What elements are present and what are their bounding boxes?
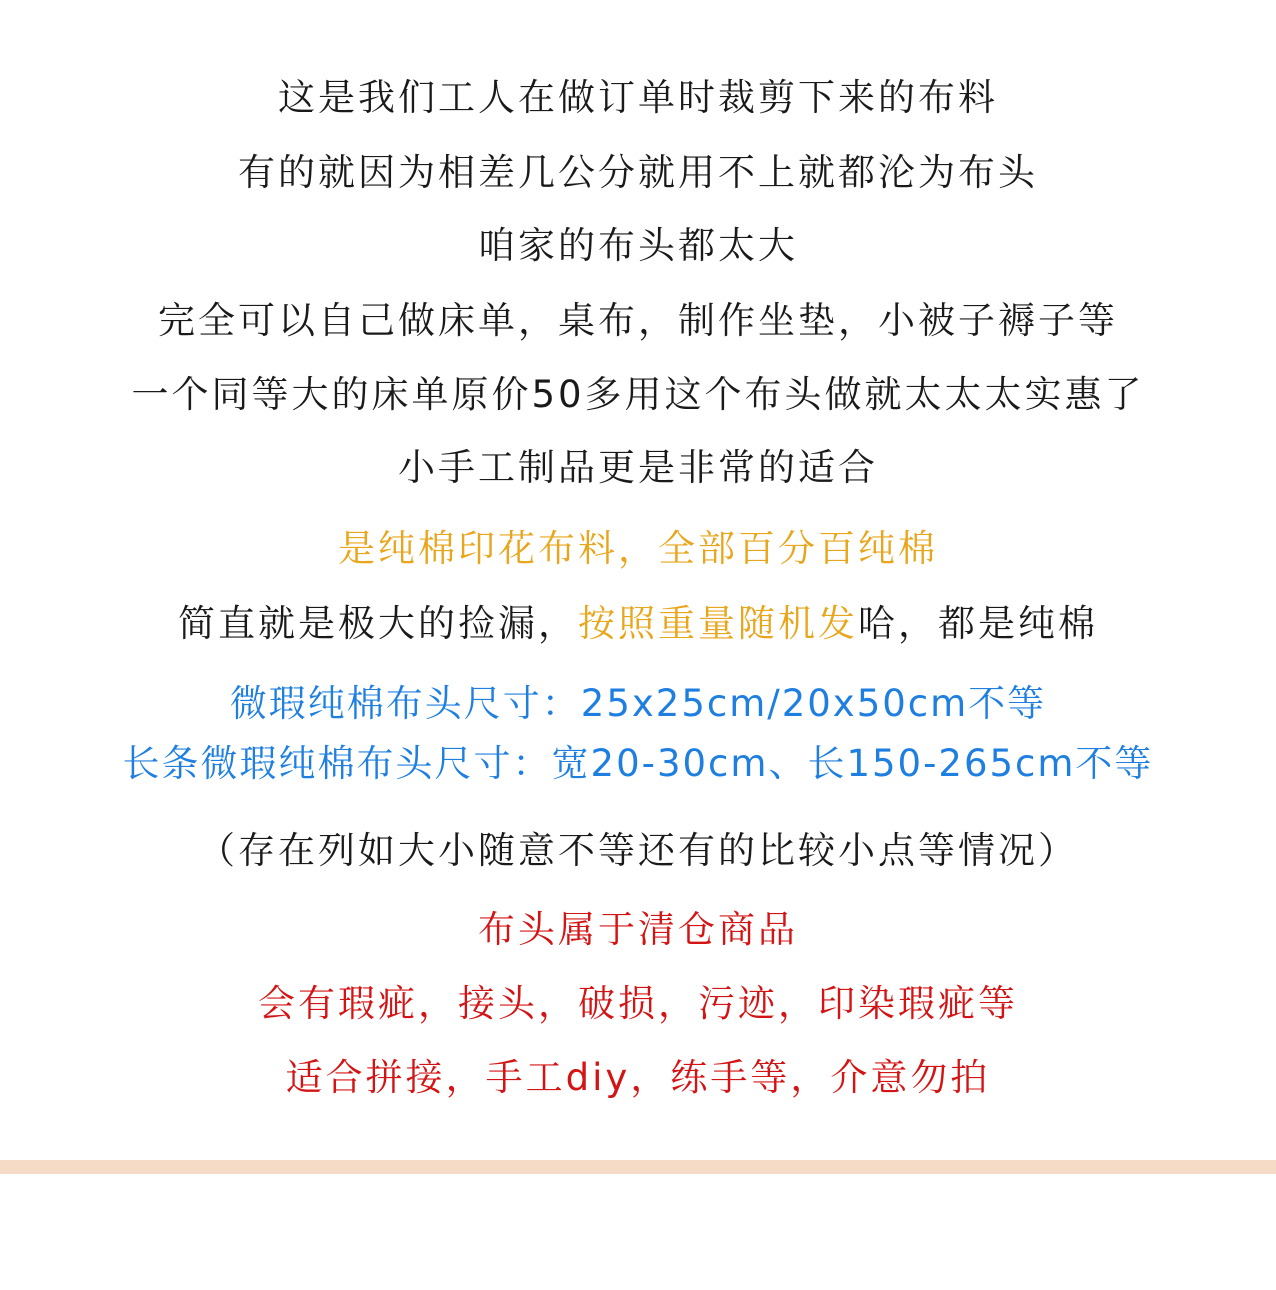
remark-line: （存在列如大小随意不等还有的比较小点等情况） [198, 829, 1078, 872]
intro-line-5: 一个同等大的床单原价50多用这个布头做就太太太实惠了 [131, 373, 1145, 416]
section-divider [0, 1160, 1276, 1174]
size-small: 微瑕纯棉布头尺寸：25x25cm/20x50cm不等 [229, 682, 1047, 725]
material-headline: 是纯棉印花布料，全部百分百纯棉 [338, 527, 938, 570]
intro-line-6: 小手工制品更是非常的适合 [398, 446, 878, 489]
intro-line-1: 这是我们工人在做订单时裁剪下来的布料 [278, 76, 998, 119]
intro-line-3: 咱家的布头都太大 [478, 224, 798, 267]
warning-line-2: 会有瑕疵，接头，破损，污迹，印染瑕疵等 [258, 982, 1018, 1025]
material-note-highlight: 按照重量随机发 [578, 602, 858, 645]
size-long: 长条微瑕纯棉布头尺寸：宽20-30cm、长150-265cm不等 [122, 742, 1154, 785]
warning-line-3: 适合拼接，手工diy，练手等，介意勿拍 [285, 1056, 991, 1099]
intro-line-4: 完全可以自己做床单，桌布，制作坐垫，小被子褥子等 [158, 299, 1118, 342]
material-note-suffix: 哈，都是纯棉 [858, 602, 1098, 645]
material-note [0, 600, 1276, 648]
intro-line-2: 有的就因为相差几公分就用不上就都沦为布头 [238, 151, 1038, 194]
warning-line-1: 布头属于清仓商品 [478, 908, 798, 951]
material-note-prefix: 简直就是极大的捡漏， [178, 602, 578, 645]
